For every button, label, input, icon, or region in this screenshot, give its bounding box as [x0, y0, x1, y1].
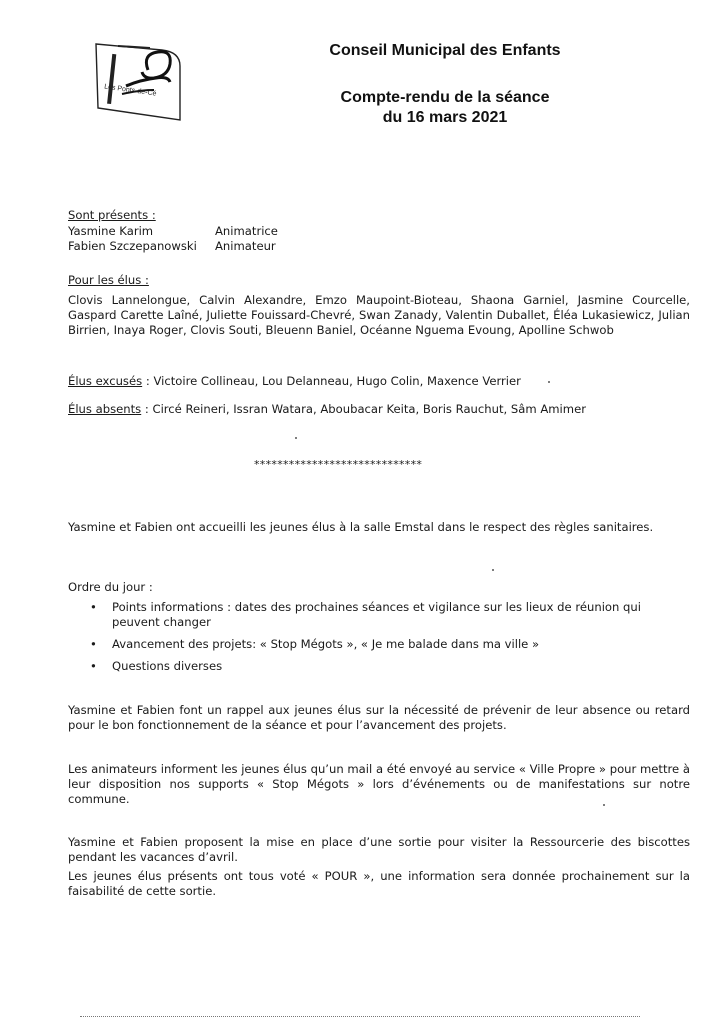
- subtitle-line-2: du 16 mars 2021: [382, 109, 508, 126]
- presents-list: [68, 224, 278, 254]
- absents-list: Circé Reineri, Issran Watara, Aboubacar Keita, Boris Rauchut, Sâm Amimer: [152, 402, 586, 416]
- city-logo-icon: [88, 36, 188, 124]
- agenda-item-text: Points informations : dates des prochaines séances et vigilance sur les lieux de réunion qui peuvent changer: [112, 600, 641, 629]
- agenda-item: [90, 659, 690, 674]
- agenda-item: [90, 637, 690, 652]
- agenda-list: [90, 600, 690, 681]
- person-name: Yasmine Karim: [68, 224, 154, 238]
- paragraph-accueil: Yasmine et Fabien ont accueilli les jeunes élus à la salle Emstal dans le respect des règles sanitaires.: [68, 520, 654, 534]
- paragraph-vote: Les jeunes élus présents ont tous voté « POUR », une information sera donnée prochainement sur la faisabilité de cette sortie.: [68, 869, 690, 898]
- agenda-item: [90, 600, 690, 630]
- presents-heading: Sont présents :: [68, 208, 156, 222]
- subtitle-line-1: Compte-rendu de la séance: [340, 89, 550, 106]
- presents-row: [68, 239, 278, 254]
- ordre-du-jour-label: Ordre du jour :: [68, 580, 153, 594]
- scan-speck: [548, 381, 550, 383]
- paragraph-mail: Les animateurs informent les jeunes élus qu’un mail a été envoyé au service « Ville Propre » pour mettre à leur disposition nos supports « Stop Mégots » lors d’événements ou de manifestations sur notre commune.: [68, 762, 690, 806]
- person-name: Fabien Szczepanowski: [68, 239, 197, 253]
- logo-text: Les Ponts-de-Cé: [103, 83, 157, 98]
- scan-speck: [603, 804, 605, 806]
- excuses-list: Victoire Collineau, Lou Delanneau, Hugo Colin, Maxence Verrier: [153, 374, 521, 388]
- excuses-label: Élus excusés: [68, 374, 143, 388]
- page-bottom-edge: [80, 1016, 640, 1017]
- scan-speck: [295, 437, 297, 439]
- document-title: Conseil Municipal des Enfants: [329, 42, 561, 59]
- elus-heading: Pour les élus :: [68, 273, 149, 287]
- excuses-line: [68, 374, 708, 389]
- agenda-item-text: Avancement des projets: « Stop Mégots », « Je me balade dans ma ville »: [112, 637, 540, 651]
- document-subtitle: [290, 88, 600, 128]
- bullet-icon: •: [90, 637, 97, 651]
- bullet-icon: •: [90, 600, 97, 614]
- absents-label: Élus absents: [68, 402, 142, 416]
- elus-list: Clovis Lannelongue, Calvin Alexandre, Emzo Maupoint-Bioteau, Shaona Garniel, Jasmine Courcelle, Gaspard Carette Laîné, Juliette Fouissard-Chevré, Swan Zanady, Valentin Duballet, Éléa Lukasiewicz, Julian Birrien, Inaya Roger, Clovis Souti, Bleuenn Baniel, Océanne Nguema Evoung, Apolline Schwob: [68, 293, 690, 337]
- absents-sep: :: [141, 402, 153, 416]
- scan-speck: [492, 569, 494, 571]
- presents-row: [68, 224, 278, 239]
- bullet-icon: •: [90, 659, 97, 673]
- absents-line: [68, 402, 708, 417]
- paragraph-rappel: Yasmine et Fabien font un rappel aux jeunes élus sur la nécessité de prévenir de leur absence ou retard pour le bon fonctionnement de la séance et pour l’avancement des projets.: [68, 703, 690, 732]
- paragraph-sortie: Yasmine et Fabien proposent la mise en place d’une sortie pour visiter la Ressourcerie des biscottes pendant les vacances d’avril.: [68, 835, 690, 864]
- excuses-sep: :: [142, 374, 154, 388]
- agenda-item-text: Questions diverses: [112, 659, 223, 673]
- person-role: Animatrice: [215, 224, 278, 238]
- section-separator: *****************************: [254, 458, 423, 471]
- person-role: Animateur: [215, 239, 276, 253]
